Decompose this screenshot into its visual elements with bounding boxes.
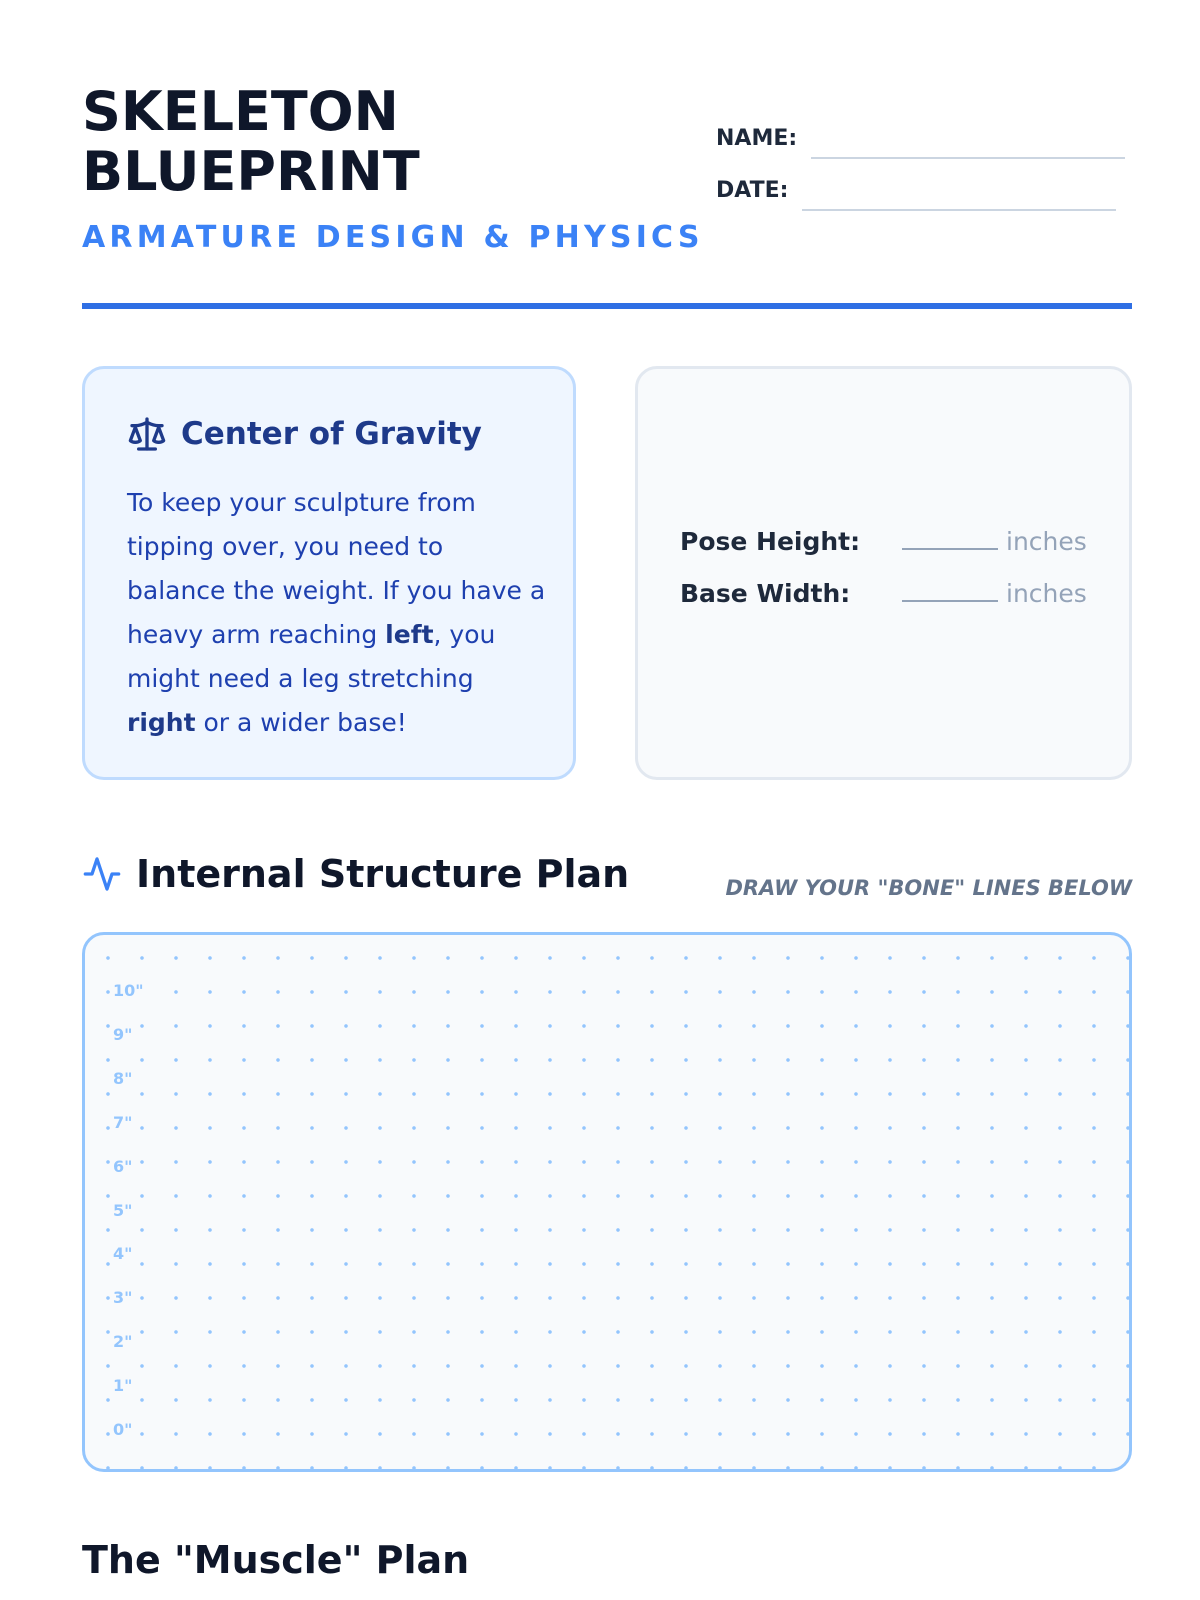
date-label: DATE: <box>716 178 789 203</box>
structure-section-title: Internal Structure Plan <box>136 852 630 896</box>
worksheet-page <box>82 0 1132 1600</box>
gravity-card-text <box>127 481 547 745</box>
scale-label: 0" <box>113 1420 133 1439</box>
scale-label: 3" <box>113 1288 133 1308</box>
page-subtitle: ARMATURE DESIGN & PHYSICS <box>82 220 704 255</box>
base-width-unit: inches <box>1006 579 1087 608</box>
base-width-row <box>680 579 1087 608</box>
name-field[interactable] <box>716 126 1125 151</box>
pose-height-unit: inches <box>1006 527 1087 556</box>
header-divider <box>82 303 1132 309</box>
date-field[interactable] <box>716 178 1116 203</box>
page-title <box>82 82 420 202</box>
gravity-bold-left: left <box>385 620 434 649</box>
gravity-card-header <box>127 414 482 454</box>
scale-label: 9" <box>113 1024 133 1044</box>
drawing-hint: DRAW YOUR "BONE" LINES BELOW <box>725 876 1132 900</box>
structure-section-header <box>82 852 629 896</box>
title-line-1: SKELETON <box>82 80 399 143</box>
scale-label: 2" <box>113 1332 133 1352</box>
scale-label: 7" <box>113 1112 133 1132</box>
scale-label: 4" <box>113 1244 133 1264</box>
activity-pulse-icon <box>82 854 122 894</box>
scale-label: 5" <box>113 1200 133 1220</box>
gravity-text-3: or a wider base! <box>195 708 407 737</box>
gravity-text-1: To keep your sculpture from tipping over, you need to balance the weight. If you have a heavy arm reaching <box>127 488 546 649</box>
gravity-bold-right: right <box>127 708 196 737</box>
pose-height-blank[interactable] <box>902 548 998 550</box>
muscle-plan-title: The "Muscle" Plan <box>82 1538 470 1582</box>
scale-label: 6" <box>113 1156 133 1176</box>
drawing-grid[interactable] <box>82 932 1132 1472</box>
title-line-2: BLUEPRINT <box>82 140 420 203</box>
base-width-blank[interactable] <box>902 600 998 602</box>
base-width-label: Base Width: <box>680 579 851 608</box>
name-line[interactable] <box>811 157 1125 159</box>
pose-height-row <box>680 527 1087 556</box>
pose-height-label: Pose Height: <box>680 527 861 556</box>
scale-label: 8" <box>113 1068 133 1088</box>
gravity-card-title: Center of Gravity <box>181 416 482 452</box>
name-label: NAME: <box>716 126 798 151</box>
measurements-card <box>635 366 1132 780</box>
gravity-text-2: , you might need a leg stretching <box>127 620 496 693</box>
scale-label: 10" <box>113 981 144 1000</box>
scale-label: 1" <box>113 1376 133 1396</box>
date-line[interactable] <box>802 209 1116 211</box>
balance-scale-icon <box>127 414 167 454</box>
center-of-gravity-card <box>82 366 576 780</box>
